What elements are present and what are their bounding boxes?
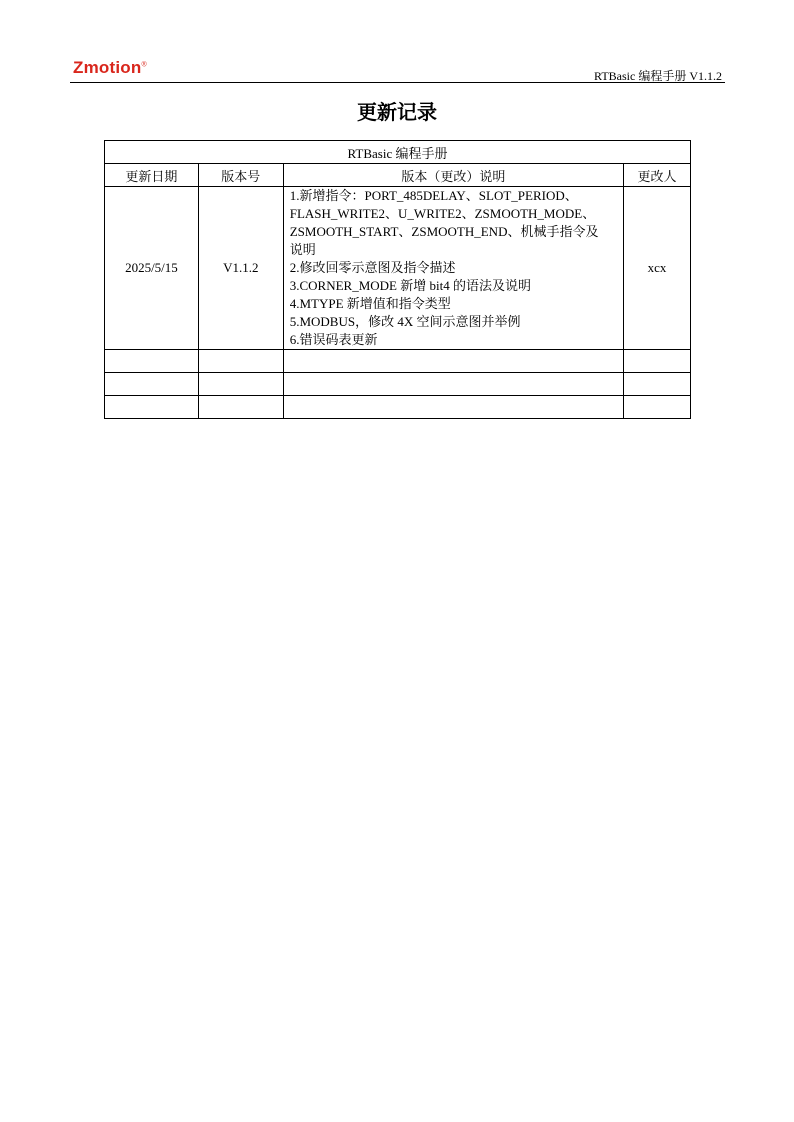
empty-cell: [105, 350, 199, 373]
table-caption: RTBasic 编程手册: [105, 141, 691, 164]
document-reference: RTBasic 编程手册 V1.1.2: [594, 69, 722, 83]
cell-date: 2025/5/15: [105, 187, 199, 350]
empty-table-row: [105, 373, 691, 396]
column-header-author: 更改人: [624, 164, 691, 187]
description-line: 2.修改回零示意图及指令描述: [289, 260, 456, 275]
empty-cell: [624, 373, 691, 396]
column-header-version: 版本号: [198, 164, 283, 187]
description-line: FLASH_WRITE2、U_WRITE2、ZSMOOTH_MODE、: [289, 206, 596, 221]
description-line: 6.错误码表更新: [289, 332, 378, 347]
company-logo: [73, 58, 147, 78]
description-line: 4.MTYPE 新增值和指令类型: [289, 296, 451, 311]
table-row: [105, 187, 691, 350]
logo-text: Zmotion: [73, 58, 142, 77]
empty-cell: [198, 350, 283, 373]
table-header-row: [105, 164, 691, 187]
empty-table-row: [105, 350, 691, 373]
cell-author: xcx: [624, 187, 691, 350]
revision-table: [104, 140, 691, 419]
empty-cell: [198, 396, 283, 419]
description-line: ZSMOOTH_START、ZSMOOTH_END、机械手指令及: [289, 224, 599, 239]
empty-cell: [283, 396, 623, 419]
column-header-date: 更新日期: [105, 164, 199, 187]
empty-cell: [105, 373, 199, 396]
description-line: 1.新增指令：PORT_485DELAY、SLOT_PERIOD、: [289, 188, 578, 203]
empty-cell: [624, 396, 691, 419]
column-header-description: 版本（更改）说明: [283, 164, 623, 187]
header-divider: [70, 82, 725, 83]
description-line: 3.CORNER_MODE 新增 bit4 的语法及说明: [289, 278, 531, 293]
table-caption-row: [105, 141, 691, 164]
empty-table-row: [105, 396, 691, 419]
page-title: 更新记录: [357, 100, 437, 124]
empty-cell: [105, 396, 199, 419]
empty-cell: [198, 373, 283, 396]
empty-cell: [624, 350, 691, 373]
registered-mark: ®: [141, 61, 147, 69]
description-line: 说明: [289, 242, 316, 257]
cell-version: V1.1.2: [198, 187, 283, 350]
description-line: 5.MODBUS，修改 4X 空间示意图并举例: [289, 314, 521, 329]
empty-cell: [283, 350, 623, 373]
cell-description: [283, 187, 623, 350]
empty-cell: [283, 373, 623, 396]
